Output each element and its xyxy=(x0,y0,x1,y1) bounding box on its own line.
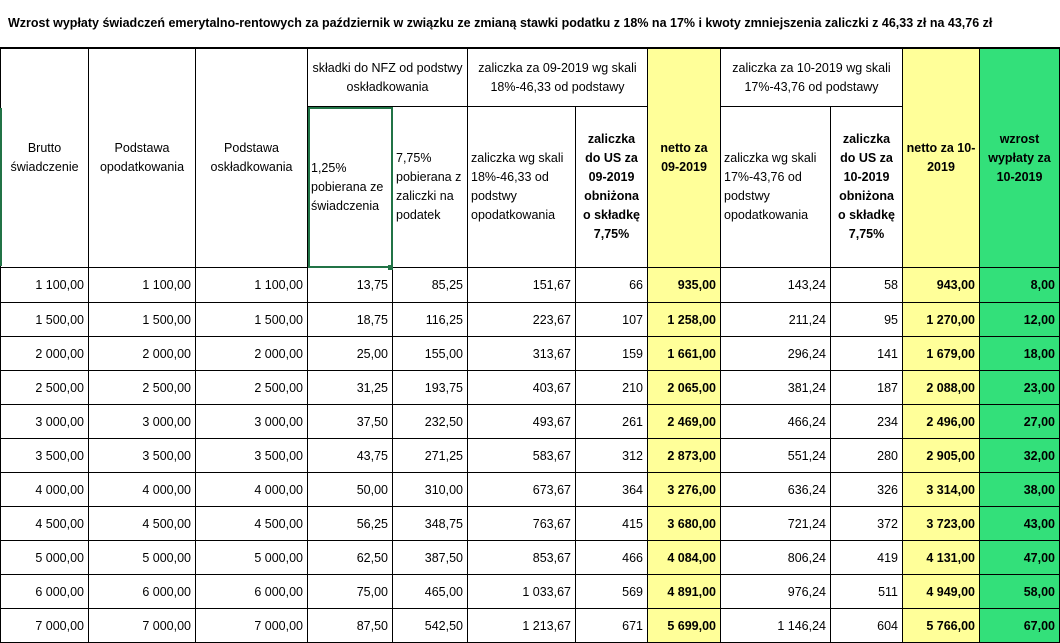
cell-wzrost[interactable]: 18,00 xyxy=(980,337,1060,371)
cell-zaliczka-10-skala[interactable]: 1 146,24 xyxy=(721,609,831,643)
table-row xyxy=(1,507,1060,541)
cell-zaliczka-10-us[interactable]: 372 xyxy=(831,507,903,541)
cell-netto-09[interactable]: 1 661,00 xyxy=(648,337,721,371)
cell-nfz-125[interactable]: 50,00 xyxy=(308,473,393,507)
cell-zaliczka-09-skala[interactable]: 403,67 xyxy=(468,371,576,405)
cell-zaliczka-09-us[interactable]: 671 xyxy=(576,609,648,643)
cell-zaliczka-09-skala[interactable]: 853,67 xyxy=(468,541,576,575)
cell-netto-09[interactable]: 3 276,00 xyxy=(648,473,721,507)
cell-zaliczka-10-us[interactable]: 419 xyxy=(831,541,903,575)
header-nfz-group[interactable]: składki do NFZ od podstwy oskładkowania xyxy=(308,49,468,107)
cell-brutto[interactable]: 4 500,00 xyxy=(1,507,89,541)
cell-podstawa-oskladkowania[interactable]: 2 500,00 xyxy=(196,371,308,405)
cell-zaliczka-10-us[interactable]: 58 xyxy=(831,268,903,303)
cell-nfz-775[interactable]: 310,00 xyxy=(393,473,468,507)
header-zaliczka-10-skala[interactable]: zaliczka wg skali 17%-43,76 od podstwy opodatkowania xyxy=(721,107,831,268)
table-row xyxy=(1,609,1060,643)
header-podstawa-opodatkowania[interactable]: Podstawa opodatkowania xyxy=(89,49,196,268)
cell-wzrost[interactable]: 43,00 xyxy=(980,507,1060,541)
table-row xyxy=(1,303,1060,337)
cell-zaliczka-09-us[interactable]: 159 xyxy=(576,337,648,371)
cell-nfz-125[interactable]: 31,25 xyxy=(308,371,393,405)
cell-netto-09[interactable]: 2 065,00 xyxy=(648,371,721,405)
cell-brutto[interactable]: 2 500,00 xyxy=(1,371,89,405)
cell-nfz-125[interactable]: 13,75 xyxy=(308,268,393,303)
cell-zaliczka-10-skala[interactable]: 466,24 xyxy=(721,405,831,439)
cell-zaliczka-10-skala[interactable]: 551,24 xyxy=(721,439,831,473)
cell-nfz-125[interactable]: 56,25 xyxy=(308,507,393,541)
cell-zaliczka-09-skala[interactable]: 763,67 xyxy=(468,507,576,541)
cell-podstawa-oskladkowania[interactable]: 6 000,00 xyxy=(196,575,308,609)
cell-netto-10[interactable]: 2 496,00 xyxy=(903,405,980,439)
cell-podstawa-opodatkowania[interactable]: 2 000,00 xyxy=(89,337,196,371)
cell-wzrost[interactable]: 27,00 xyxy=(980,405,1060,439)
cell-podstawa-oskladkowania[interactable]: 5 000,00 xyxy=(196,541,308,575)
cell-zaliczka-09-us[interactable]: 66 xyxy=(576,268,648,303)
cell-zaliczka-10-skala[interactable]: 636,24 xyxy=(721,473,831,507)
table-row xyxy=(1,439,1060,473)
cell-zaliczka-10-skala[interactable]: 806,24 xyxy=(721,541,831,575)
cell-nfz-775[interactable]: 465,00 xyxy=(393,575,468,609)
cell-zaliczka-09-us[interactable]: 364 xyxy=(576,473,648,507)
cell-nfz-125[interactable]: 43,75 xyxy=(308,439,393,473)
cell-zaliczka-10-skala[interactable]: 721,24 xyxy=(721,507,831,541)
header-nfz-125[interactable]: 1,25% pobierana ze świadczenia xyxy=(308,107,393,268)
header-netto-10[interactable]: netto za 10-2019 xyxy=(903,49,980,268)
header-zaliczka-09-us[interactable]: zaliczka do US za 09-2019 obniżona o składkę 7,75% xyxy=(576,107,648,268)
cell-zaliczka-10-skala[interactable]: 211,24 xyxy=(721,303,831,337)
cell-zaliczka-09-skala[interactable]: 1 213,67 xyxy=(468,609,576,643)
cell-nfz-775[interactable]: 155,00 xyxy=(393,337,468,371)
cell-netto-10[interactable]: 4 949,00 xyxy=(903,575,980,609)
column-edge-marker xyxy=(0,108,2,266)
cell-podstawa-opodatkowania[interactable]: 2 500,00 xyxy=(89,371,196,405)
table-row xyxy=(1,268,1060,303)
cell-netto-09[interactable]: 2 873,00 xyxy=(648,439,721,473)
cell-zaliczka-09-skala[interactable]: 493,67 xyxy=(468,405,576,439)
cell-podstawa-oskladkowania[interactable]: 7 000,00 xyxy=(196,609,308,643)
cell-wzrost[interactable]: 38,00 xyxy=(980,473,1060,507)
cell-podstawa-opodatkowania[interactable]: 5 000,00 xyxy=(89,541,196,575)
cell-brutto[interactable]: 1 500,00 xyxy=(1,303,89,337)
cell-zaliczka-10-skala[interactable]: 296,24 xyxy=(721,337,831,371)
header-brutto[interactable]: Brutto świadczenie xyxy=(1,49,89,268)
cell-netto-09[interactable]: 2 469,00 xyxy=(648,405,721,439)
table-row xyxy=(1,337,1060,371)
cell-zaliczka-10-skala[interactable]: 381,24 xyxy=(721,371,831,405)
cell-zaliczka-09-us[interactable]: 107 xyxy=(576,303,648,337)
cell-nfz-775[interactable]: 116,25 xyxy=(393,303,468,337)
header-zaliczka-10-group[interactable]: zaliczka za 10-2019 wg skali 17%-43,76 od podstawy xyxy=(721,49,903,107)
cell-nfz-775[interactable]: 348,75 xyxy=(393,507,468,541)
cell-nfz-125[interactable]: 75,00 xyxy=(308,575,393,609)
cell-netto-09[interactable]: 4 084,00 xyxy=(648,541,721,575)
cell-zaliczka-10-us[interactable]: 604 xyxy=(831,609,903,643)
cell-netto-10[interactable]: 2 088,00 xyxy=(903,371,980,405)
cell-nfz-775[interactable]: 193,75 xyxy=(393,371,468,405)
cell-podstawa-oskladkowania[interactable]: 4 500,00 xyxy=(196,507,308,541)
cell-podstawa-opodatkowania[interactable]: 1 500,00 xyxy=(89,303,196,337)
cell-wzrost[interactable]: 32,00 xyxy=(980,439,1060,473)
cell-zaliczka-10-us[interactable]: 280 xyxy=(831,439,903,473)
cell-netto-10[interactable]: 4 131,00 xyxy=(903,541,980,575)
cell-brutto[interactable]: 3 500,00 xyxy=(1,439,89,473)
cell-zaliczka-09-us[interactable]: 415 xyxy=(576,507,648,541)
header-zaliczka-09-skala[interactable]: zaliczka wg skali 18%-46,33 od podstwy opodatkowania xyxy=(468,107,576,268)
cell-netto-09[interactable]: 3 680,00 xyxy=(648,507,721,541)
cell-brutto[interactable]: 6 000,00 xyxy=(1,575,89,609)
table-row xyxy=(1,371,1060,405)
cell-netto-10[interactable]: 2 905,00 xyxy=(903,439,980,473)
cell-nfz-125[interactable]: 25,00 xyxy=(308,337,393,371)
header-wzrost[interactable]: wzrost wypłaty za 10-2019 xyxy=(980,49,1060,268)
cell-wzrost[interactable]: 8,00 xyxy=(980,268,1060,303)
cell-nfz-125[interactable]: 87,50 xyxy=(308,609,393,643)
cell-zaliczka-09-skala[interactable]: 673,67 xyxy=(468,473,576,507)
cell-nfz-125[interactable]: 37,50 xyxy=(308,405,393,439)
cell-zaliczka-09-skala[interactable]: 223,67 xyxy=(468,303,576,337)
cell-netto-10[interactable]: 1 679,00 xyxy=(903,337,980,371)
pension-table xyxy=(0,48,1060,643)
cell-podstawa-opodatkowania[interactable]: 4 000,00 xyxy=(89,473,196,507)
table-row xyxy=(1,405,1060,439)
cell-wzrost[interactable]: 12,00 xyxy=(980,303,1060,337)
cell-podstawa-oskladkowania[interactable]: 1 500,00 xyxy=(196,303,308,337)
table-row xyxy=(1,473,1060,507)
cell-nfz-775[interactable]: 542,50 xyxy=(393,609,468,643)
cell-nfz-125[interactable]: 18,75 xyxy=(308,303,393,337)
cell-zaliczka-10-us[interactable]: 95 xyxy=(831,303,903,337)
cell-podstawa-oskladkowania[interactable]: 3 000,00 xyxy=(196,405,308,439)
cell-netto-10[interactable]: 3 314,00 xyxy=(903,473,980,507)
cell-nfz-775[interactable]: 232,50 xyxy=(393,405,468,439)
cell-netto-09[interactable]: 935,00 xyxy=(648,268,721,303)
cell-podstawa-oskladkowania[interactable]: 4 000,00 xyxy=(196,473,308,507)
cell-netto-09[interactable]: 1 258,00 xyxy=(648,303,721,337)
cell-brutto[interactable]: 1 100,00 xyxy=(1,268,89,303)
header-netto-09[interactable]: netto za 09-2019 xyxy=(648,49,721,268)
header-zaliczka-09-group[interactable]: zaliczka za 09-2019 wg skali 18%-46,33 od podstawy xyxy=(468,49,648,107)
cell-podstawa-opodatkowania[interactable]: 3 000,00 xyxy=(89,405,196,439)
cell-zaliczka-09-us[interactable]: 210 xyxy=(576,371,648,405)
cell-podstawa-opodatkowania[interactable]: 7 000,00 xyxy=(89,609,196,643)
cell-zaliczka-10-skala[interactable]: 976,24 xyxy=(721,575,831,609)
cell-nfz-775[interactable]: 271,25 xyxy=(393,439,468,473)
cell-zaliczka-09-skala[interactable]: 1 033,67 xyxy=(468,575,576,609)
header-podstawa-oskladkowania[interactable]: Podstawa oskładkowania xyxy=(196,49,308,268)
sheet-title: Wzrost wypłaty świadczeń emerytalno-rentowych za październik w związku ze zmianą stawki podatku z 18% na 17% i kwoty zmniejszenia zaliczki z 46,33 zł na 43,76 zł xyxy=(0,0,1060,48)
cell-podstawa-opodatkowania[interactable]: 6 000,00 xyxy=(89,575,196,609)
cell-zaliczka-09-us[interactable]: 569 xyxy=(576,575,648,609)
cell-zaliczka-10-us[interactable]: 511 xyxy=(831,575,903,609)
cell-zaliczka-09-us[interactable]: 466 xyxy=(576,541,648,575)
cell-zaliczka-09-us[interactable]: 261 xyxy=(576,405,648,439)
cell-zaliczka-09-skala[interactable]: 151,67 xyxy=(468,268,576,303)
cell-nfz-775[interactable]: 85,25 xyxy=(393,268,468,303)
cell-brutto[interactable]: 7 000,00 xyxy=(1,609,89,643)
cell-netto-10[interactable]: 943,00 xyxy=(903,268,980,303)
table-row xyxy=(1,541,1060,575)
cell-zaliczka-10-us[interactable]: 234 xyxy=(831,405,903,439)
cell-netto-10[interactable]: 3 723,00 xyxy=(903,507,980,541)
cell-brutto[interactable]: 5 000,00 xyxy=(1,541,89,575)
cell-wzrost[interactable]: 47,00 xyxy=(980,541,1060,575)
cell-zaliczka-09-skala[interactable]: 313,67 xyxy=(468,337,576,371)
cell-brutto[interactable]: 3 000,00 xyxy=(1,405,89,439)
cell-zaliczka-09-skala[interactable]: 583,67 xyxy=(468,439,576,473)
cell-podstawa-opodatkowania[interactable]: 1 100,00 xyxy=(89,268,196,303)
cell-wzrost[interactable]: 23,00 xyxy=(980,371,1060,405)
table-row xyxy=(1,575,1060,609)
cell-zaliczka-10-us[interactable]: 326 xyxy=(831,473,903,507)
header-zaliczka-10-us[interactable]: zaliczka do US za 10-2019 obniżona o składkę 7,75% xyxy=(831,107,903,268)
cell-netto-09[interactable]: 5 699,00 xyxy=(648,609,721,643)
cell-zaliczka-10-us[interactable]: 141 xyxy=(831,337,903,371)
cell-brutto[interactable]: 4 000,00 xyxy=(1,473,89,507)
cell-zaliczka-10-skala[interactable]: 143,24 xyxy=(721,268,831,303)
cell-brutto[interactable]: 2 000,00 xyxy=(1,337,89,371)
header-nfz-775[interactable]: 7,75% pobierana z zaliczki na podatek xyxy=(393,107,468,268)
cell-netto-10[interactable]: 1 270,00 xyxy=(903,303,980,337)
cell-podstawa-oskladkowania[interactable]: 3 500,00 xyxy=(196,439,308,473)
cell-podstawa-opodatkowania[interactable]: 4 500,00 xyxy=(89,507,196,541)
cell-podstawa-opodatkowania[interactable]: 3 500,00 xyxy=(89,439,196,473)
cell-nfz-125[interactable]: 62,50 xyxy=(308,541,393,575)
cell-wzrost[interactable]: 58,00 xyxy=(980,575,1060,609)
cell-nfz-775[interactable]: 387,50 xyxy=(393,541,468,575)
cell-netto-10[interactable]: 5 766,00 xyxy=(903,609,980,643)
cell-wzrost[interactable]: 67,00 xyxy=(980,609,1060,643)
cell-podstawa-oskladkowania[interactable]: 2 000,00 xyxy=(196,337,308,371)
cell-zaliczka-10-us[interactable]: 187 xyxy=(831,371,903,405)
cell-podstawa-oskladkowania[interactable]: 1 100,00 xyxy=(196,268,308,303)
cell-zaliczka-09-us[interactable]: 312 xyxy=(576,439,648,473)
cell-netto-09[interactable]: 4 891,00 xyxy=(648,575,721,609)
fill-handle[interactable] xyxy=(388,265,393,270)
